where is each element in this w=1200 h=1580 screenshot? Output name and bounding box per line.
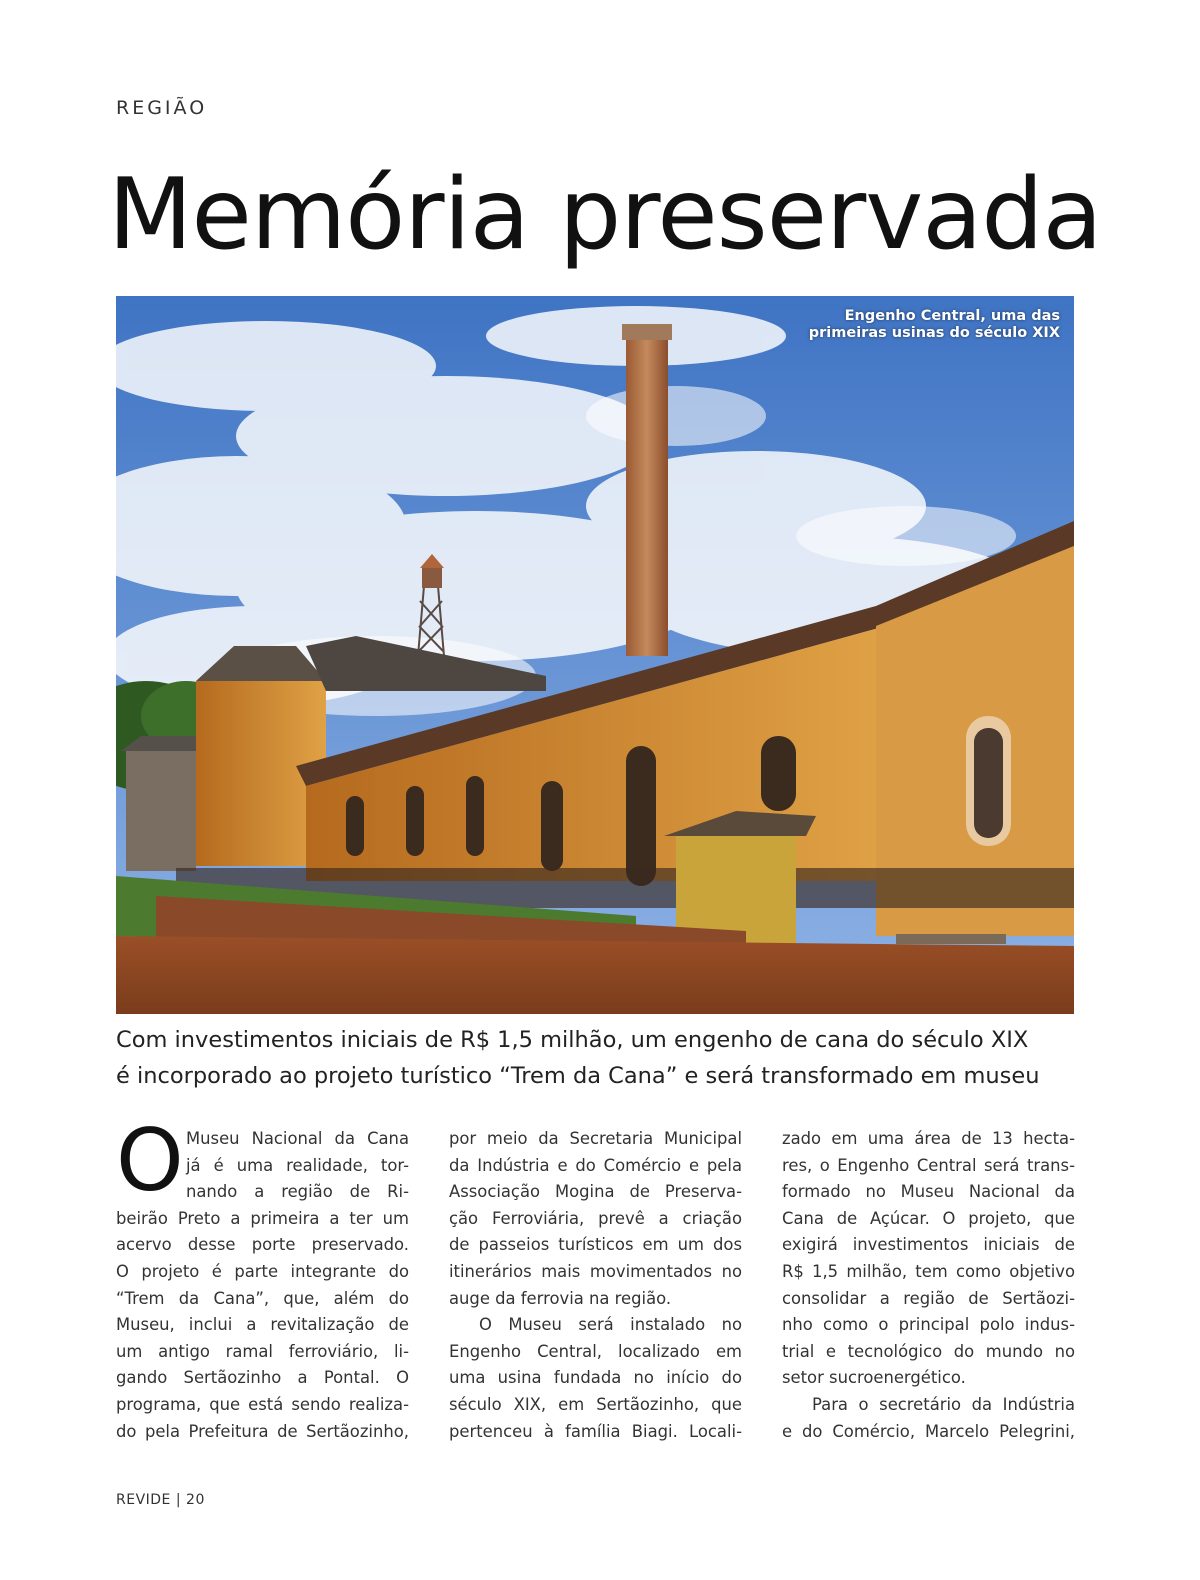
body-line: O Museu será instalado no — [479, 1315, 742, 1335]
body-line: da Indústria e do Comércio e pela — [449, 1155, 742, 1175]
body-line: setor sucroenergético. — [782, 1368, 966, 1388]
magazine-name: REVIDE — [116, 1492, 171, 1508]
body-line: res, o Engenho Central será trans- — [782, 1155, 1075, 1175]
body-line: R$ 1,5 milhão, tem como objetivo — [782, 1261, 1075, 1281]
body-line: ção Ferroviária, prevê a criação — [449, 1208, 742, 1228]
body-line: já é uma realidade, tor- — [186, 1155, 409, 1175]
deck — [116, 1022, 1076, 1094]
body-column-1 — [116, 1126, 409, 1445]
body-column-3 — [782, 1126, 1075, 1445]
body-line: pertenceu à família Biagi. Locali- — [449, 1421, 742, 1441]
body-line: programa, que está sendo realiza- — [116, 1394, 409, 1414]
body-line: por meio da Secretaria Municipal — [449, 1129, 742, 1148]
body-line: Cana de Açúcar. O projeto, que — [782, 1208, 1075, 1228]
body-line: exigirá investimentos iniciais de — [782, 1235, 1075, 1255]
body-line: zado em uma área de 13 hecta- — [782, 1129, 1075, 1148]
headline: Memória preservada — [108, 158, 1102, 272]
body-line: trial e tecnológico do mundo no — [782, 1341, 1075, 1361]
deck-line-2: é incorporado ao projeto turístico “Trem da Cana” e será transformado em museu — [116, 1063, 1040, 1089]
body-line: um antigo ramal ferroviário, li- — [116, 1341, 409, 1361]
body-line: nando a região de Ri- — [186, 1182, 409, 1202]
body-line: e do Comércio, Marcelo Pelegrini, — [782, 1421, 1075, 1441]
body-column-2 — [449, 1126, 742, 1445]
body-line: século XIX, em Sertãozinho, que — [449, 1394, 742, 1414]
body-line: de passeios turísticos em um dos — [449, 1235, 742, 1255]
body-line: formado no Museu Nacional da — [782, 1182, 1075, 1202]
body-line: uma usina fundada no início do — [449, 1368, 742, 1388]
dropcap: O — [116, 1111, 184, 1211]
photo-caption-line-1: Engenho Central, uma das — [844, 308, 1060, 324]
body-line: Museu, inclui a revitalização de — [116, 1315, 409, 1335]
body-line: Museu Nacional da Cana — [186, 1129, 409, 1148]
body-line: itinerários mais movimentados no — [449, 1261, 742, 1281]
body-line: Associação Mogina de Preserva- — [449, 1182, 742, 1202]
body-line: “Trem da Cana”, que, além do — [116, 1288, 409, 1308]
body-line: consolidar a região de Sertãozi- — [782, 1288, 1075, 1308]
engenho-central-illustration — [116, 296, 1074, 1014]
page-number: 20 — [186, 1492, 205, 1508]
body-line: beirão Preto a primeira a ter um — [116, 1208, 409, 1228]
body-line: do pela Prefeitura de Sertãozinho, — [116, 1421, 409, 1441]
body-line: auge da ferrovia na região. — [449, 1288, 672, 1308]
page-footer — [116, 1492, 205, 1508]
body-line: Engenho Central, localizado em — [449, 1341, 742, 1361]
deck-line-1: Com investimentos iniciais de R$ 1,5 milhão, um engenho de cana do século XIX — [116, 1027, 1029, 1053]
body-line: nho como o principal polo indus- — [782, 1315, 1075, 1335]
footer-separator: | — [175, 1492, 182, 1508]
body-line: acervo desse porte preservado. — [116, 1235, 409, 1255]
section-label: REGIÃO — [116, 97, 208, 119]
photo-caption-line-2: primeiras usinas do século XIX — [808, 325, 1060, 341]
body-line: Para o secretário da Indústria — [812, 1394, 1075, 1414]
feature-photo — [116, 296, 1074, 1014]
body-line: O projeto é parte integrante do — [116, 1261, 409, 1281]
body-line: gando Sertãozinho a Pontal. O — [116, 1368, 409, 1388]
photo-caption — [700, 308, 1060, 342]
